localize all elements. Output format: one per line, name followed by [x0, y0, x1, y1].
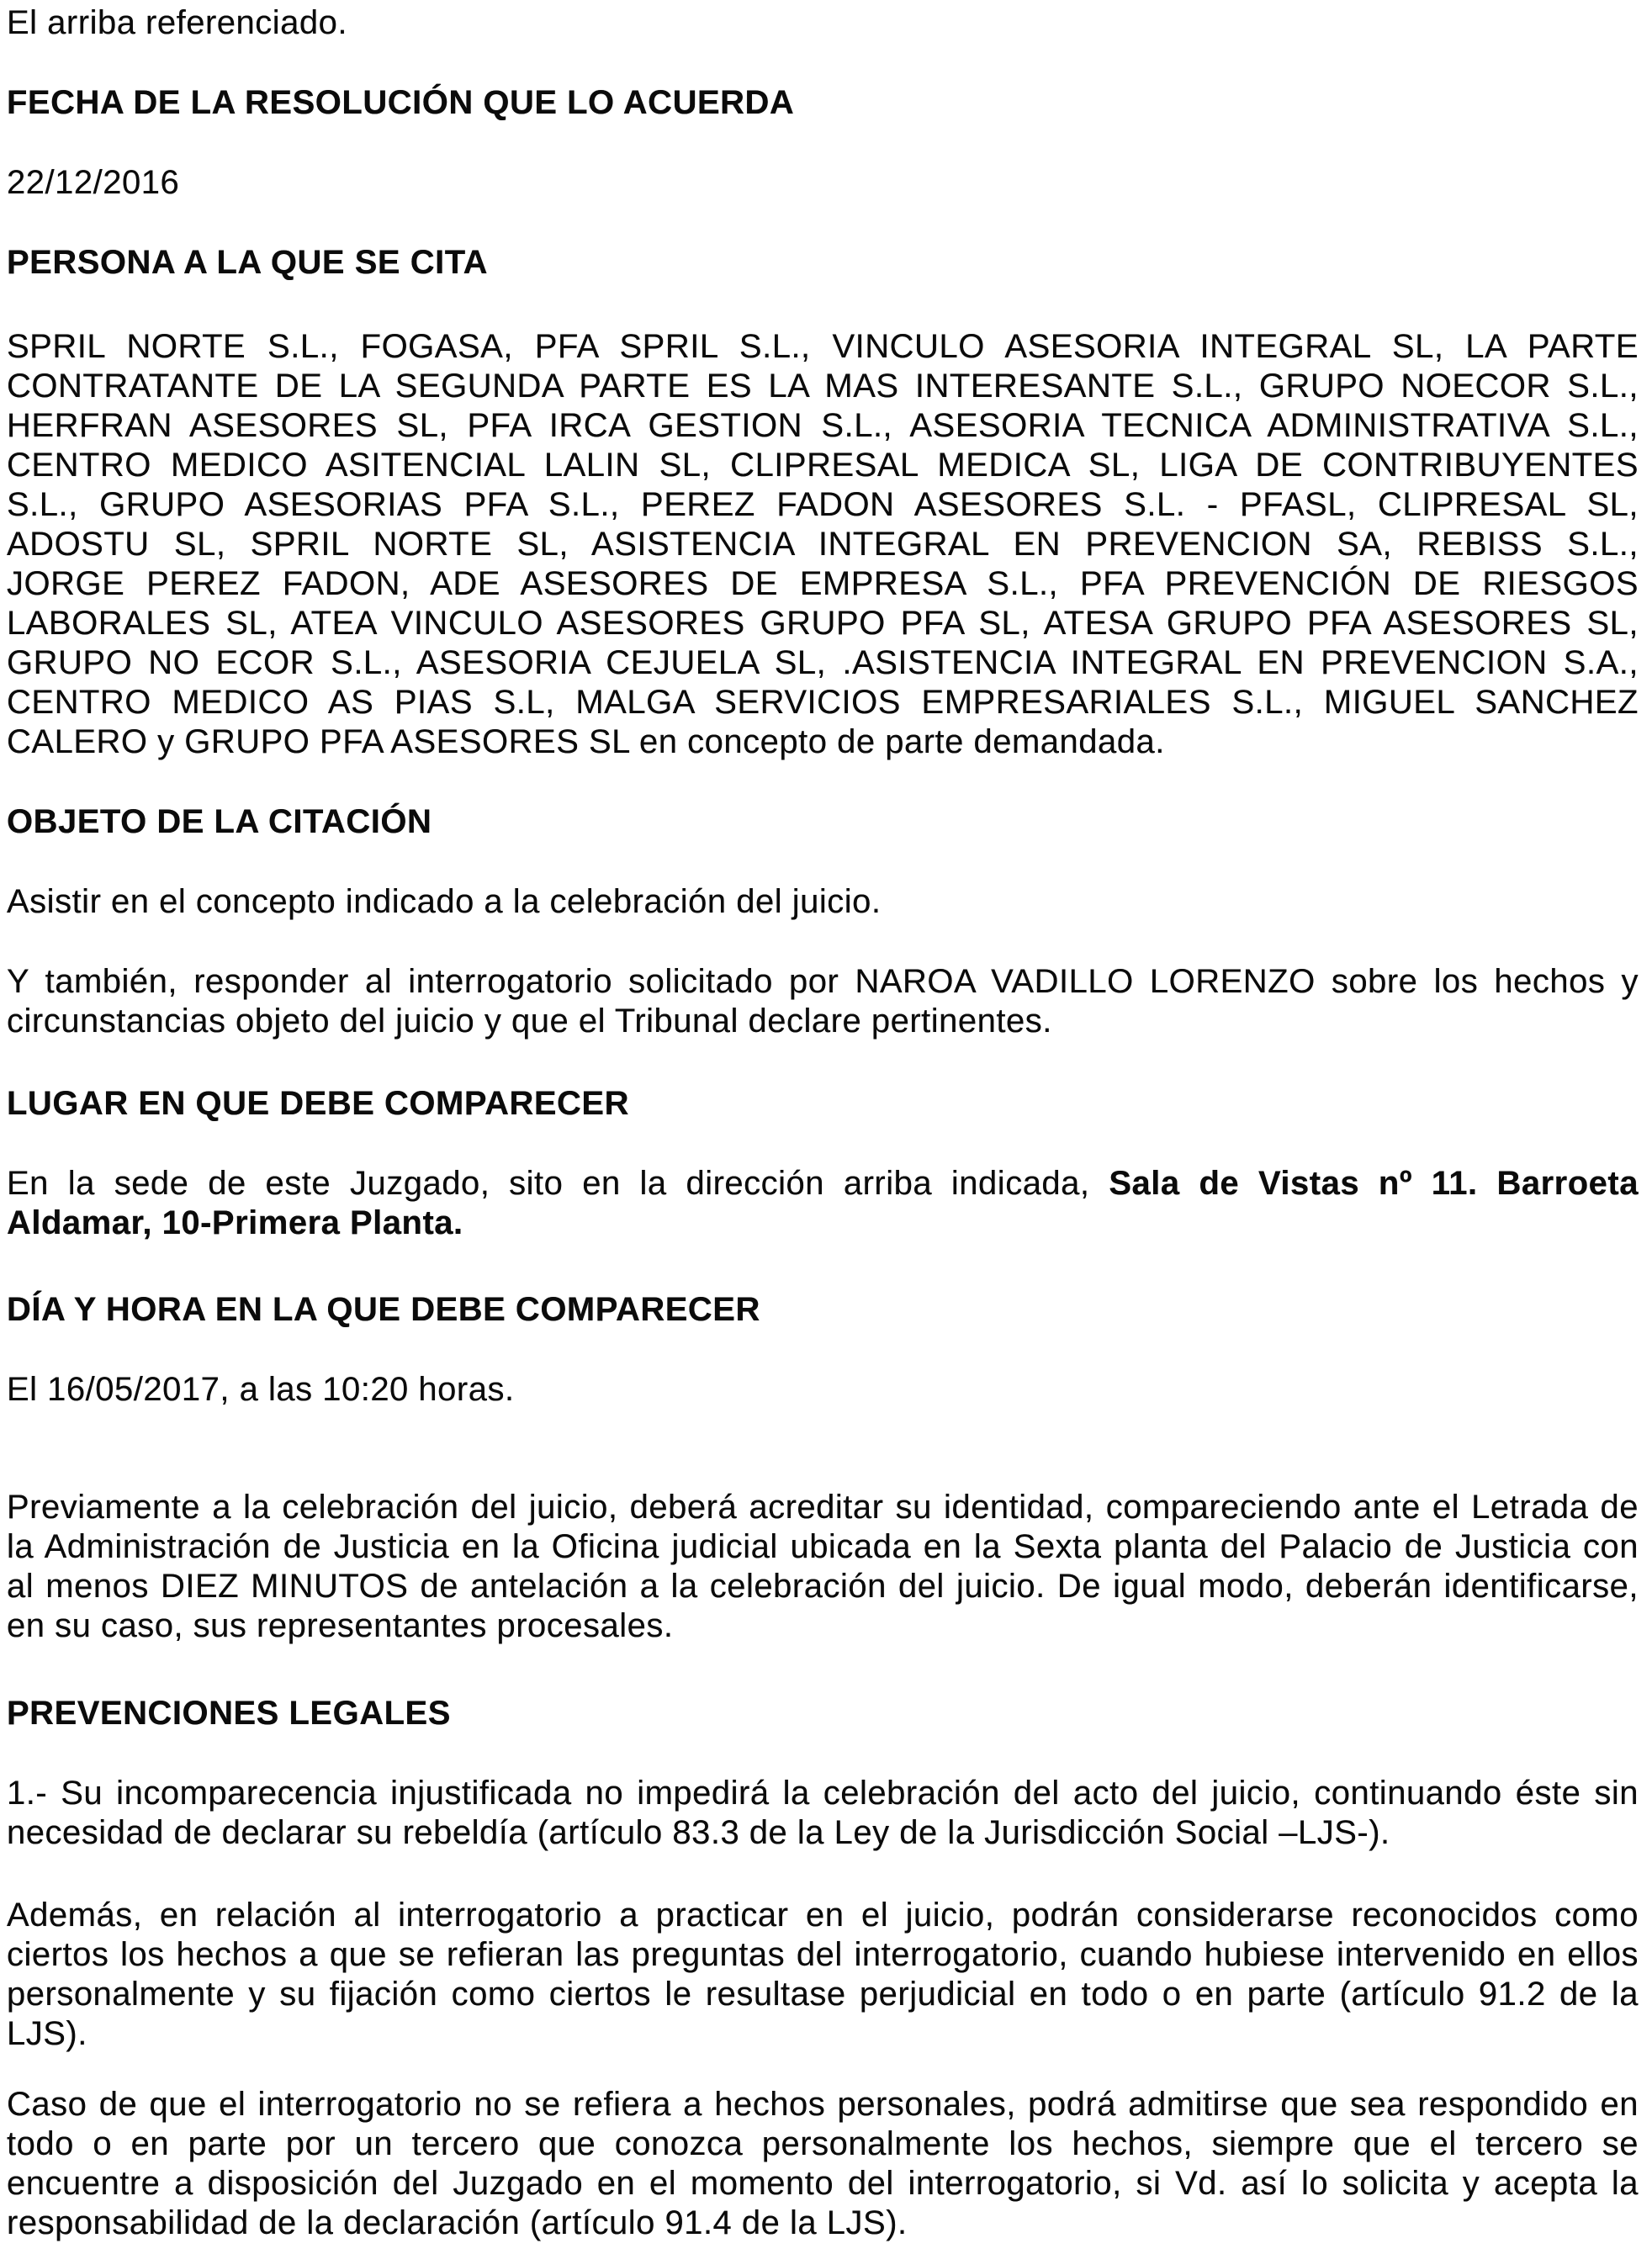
text-line	[7, 2124, 1639, 2164]
text-segment: Previamente a la celebración del juicio, deberá acreditar su identidad, compareciendo ante el Letrada de	[7, 1489, 1639, 1526]
text-line	[7, 525, 1639, 564]
text-line	[7, 1290, 1639, 1330]
heading-persona-citada	[7, 243, 1639, 283]
text-segment: Sala de Vistas nº 11. Barroeta	[1109, 1165, 1639, 1202]
text-line	[7, 1527, 1639, 1567]
text-line	[7, 1370, 1639, 1410]
text-segment: Asistir en el concepto indicado a la celebración del juicio.	[7, 883, 882, 920]
text-segment: circunstancias objeto del juicio y que el Tribunal declare pertinentes.	[7, 1003, 1052, 1040]
heading-fecha-resolucion	[7, 83, 1639, 123]
text-line	[7, 327, 1639, 367]
text-line	[7, 1002, 1639, 1041]
text-line	[7, 1975, 1639, 2014]
text-line	[7, 2164, 1639, 2204]
text-segment: responsabilidad de la declaración (artículo 91.4 de la LJS).	[7, 2204, 908, 2241]
text-line	[7, 564, 1639, 604]
intro-note	[7, 3, 1639, 43]
text-segment: Y también, responder al interrogatorio solicitado por NAROA VADILLO LORENZO sobre los hechos y	[7, 963, 1639, 1000]
text-line	[7, 683, 1639, 722]
text-line	[7, 643, 1639, 683]
text-line	[7, 962, 1639, 1002]
text-line	[7, 1567, 1639, 1606]
text-segment: En la sede de este Juzgado, sito en la dirección arriba indicada,	[7, 1165, 1109, 1202]
text-segment: PERSONA A LA QUE SE CITA	[7, 244, 489, 281]
text-line	[7, 446, 1639, 485]
text-segment: CENTRO MEDICO AS PIAS S.L, MALGA SERVICIOS EMPRESARIALES S.L., MIGUEL SANCHEZ	[7, 684, 1639, 721]
text-segment: CONTRATANTE DE LA SEGUNDA PARTE ES LA MAS INTERESANTE S.L., GRUPO NOECOR S.L.,	[7, 368, 1639, 405]
paragraph-prevencion-3	[7, 2085, 1639, 2243]
text-segment: PREVENCIONES LEGALES	[7, 1695, 451, 1732]
text-line	[7, 485, 1639, 525]
heading-dia-hora-comparecer	[7, 1290, 1639, 1330]
text-line	[7, 3, 1639, 43]
text-segment: El 16/05/2017, a las 10:20 horas.	[7, 1371, 515, 1408]
text-line	[7, 1606, 1639, 1646]
paragraph-objeto-interrogatorio	[7, 962, 1639, 1041]
text-line	[7, 802, 1639, 842]
text-line	[7, 1694, 1639, 1733]
paragraph-objeto-asistir	[7, 882, 1639, 922]
heading-objeto-citacion	[7, 802, 1639, 842]
text-segment: SPRIL NORTE S.L., FOGASA, PFA SPRIL S.L., VINCULO ASESORIA INTEGRAL SL, LA PARTE	[7, 328, 1639, 365]
text-segment: S.L., GRUPO ASESORIAS PFA S.L., PEREZ FADON ASESORES S.L. - PFASL, CLIPRESAL SL,	[7, 486, 1639, 523]
text-line	[7, 2085, 1639, 2124]
text-segment: al menos DIEZ MINUTOS de antelación a la celebración del juicio. De igual modo, deberán identificarse,	[7, 1568, 1639, 1605]
text-segment: encuentre a disposición del Juzgado en el momento del interrogatorio, si Vd. así lo solicita y acepta la	[7, 2165, 1639, 2202]
text-segment: CENTRO MEDICO ASITENCIAL LALIN SL, CLIPRESAL MEDICA SL, LIGA DE CONTRIBUYENTES	[7, 447, 1639, 484]
paragraph-lugar	[7, 1164, 1639, 1243]
text-segment: 22/12/2016	[7, 164, 180, 201]
text-line	[7, 1935, 1639, 1975]
text-segment: Aldamar, 10-Primera Planta.	[7, 1204, 463, 1241]
text-segment: LUGAR EN QUE DEBE COMPARECER	[7, 1085, 629, 1122]
text-segment: ciertos los hechos a que se refieran las preguntas del interrogatorio, cuando hubiese intervenido en ellos	[7, 1936, 1639, 1973]
paragraph-parte-demandada	[7, 327, 1639, 762]
text-line	[7, 367, 1639, 406]
text-line	[7, 2014, 1639, 2054]
text-segment: la Administración de Justicia en la Oficina judicial ubicada en la Sexta planta del Palacio de Justicia con	[7, 1528, 1639, 1565]
paragraph-dia-hora	[7, 1370, 1639, 1410]
paragraph-prevencion-1	[7, 1774, 1639, 1853]
paragraph-prevencion-2	[7, 1896, 1639, 2054]
text-line	[7, 1774, 1639, 1813]
text-segment: El arriba referenciado.	[7, 4, 348, 41]
text-segment: OBJETO DE LA CITACIÓN	[7, 803, 432, 840]
text-segment: JORGE PEREZ FADON, ADE ASESORES DE EMPRESA S.L., PFA PREVENCIÓN DE RIESGOS	[7, 565, 1639, 602]
text-segment: FECHA DE LA RESOLUCIÓN QUE LO ACUERDA	[7, 84, 795, 121]
fecha-resolucion-value	[7, 163, 1639, 203]
text-line	[7, 604, 1639, 643]
text-segment: HERFRAN ASESORES SL, PFA IRCA GESTION S.L., ASESORIA TECNICA ADMINISTRATIVA S.L.,	[7, 407, 1639, 444]
text-segment: todo o en parte por un tercero que conozca personalmente los hechos, siempre que el tercero se	[7, 2125, 1639, 2162]
text-segment: LJS).	[7, 2015, 87, 2052]
text-segment: 1.- Su incomparecencia injustificada no impedirá la celebración del acto del juicio, continuando éste sin	[7, 1775, 1639, 1812]
text-line	[7, 1204, 1639, 1243]
text-segment: Además, en relación al interrogatorio a practicar en el juicio, podrán considerarse reconocidos como	[7, 1897, 1639, 1934]
text-line	[7, 1488, 1639, 1527]
paragraph-acreditar-identidad	[7, 1488, 1639, 1646]
text-line	[7, 83, 1639, 123]
text-line	[7, 1084, 1639, 1124]
text-line	[7, 2204, 1639, 2243]
heading-lugar-comparecer	[7, 1084, 1639, 1124]
text-line	[7, 243, 1639, 283]
heading-prevenciones-legales	[7, 1694, 1639, 1733]
text-segment: ADOSTU SL, SPRIL NORTE SL, ASISTENCIA INTEGRAL EN PREVENCION SA, REBISS S.L.,	[7, 526, 1639, 563]
text-line	[7, 882, 1639, 922]
text-line	[7, 163, 1639, 203]
document-content	[7, 0, 1639, 2243]
text-segment: personalmente y su fijación como ciertos le resultase perjudicial en todo o en parte (artículo 91.2 de la	[7, 1976, 1639, 2013]
text-segment: Caso de que el interrogatorio no se refiera a hechos personales, podrá admitirse que sea respondido en	[7, 2086, 1639, 2123]
text-line	[7, 406, 1639, 446]
text-segment: GRUPO NO ECOR S.L., ASESORIA CEJUELA SL, .ASISTENCIA INTEGRAL EN PREVENCION S.A.,	[7, 644, 1639, 681]
text-segment: LABORALES SL, ATEA VINCULO ASESORES GRUPO PFA SL, ATESA GRUPO PFA ASESORES SL,	[7, 605, 1639, 642]
text-line	[7, 1813, 1639, 1853]
text-line	[7, 1896, 1639, 1935]
text-segment: en su caso, sus representantes procesales.	[7, 1607, 674, 1644]
text-segment: DÍA Y HORA EN LA QUE DEBE COMPARECER	[7, 1291, 760, 1328]
text-segment: necesidad de declarar su rebeldía (artículo 83.3 de la Ley de la Jurisdicción Social –LJS-).	[7, 1814, 1390, 1851]
text-line	[7, 722, 1639, 762]
text-segment: CALERO y GRUPO PFA ASESORES SL en concepto de parte demandada.	[7, 723, 1165, 760]
text-line	[7, 1164, 1639, 1204]
